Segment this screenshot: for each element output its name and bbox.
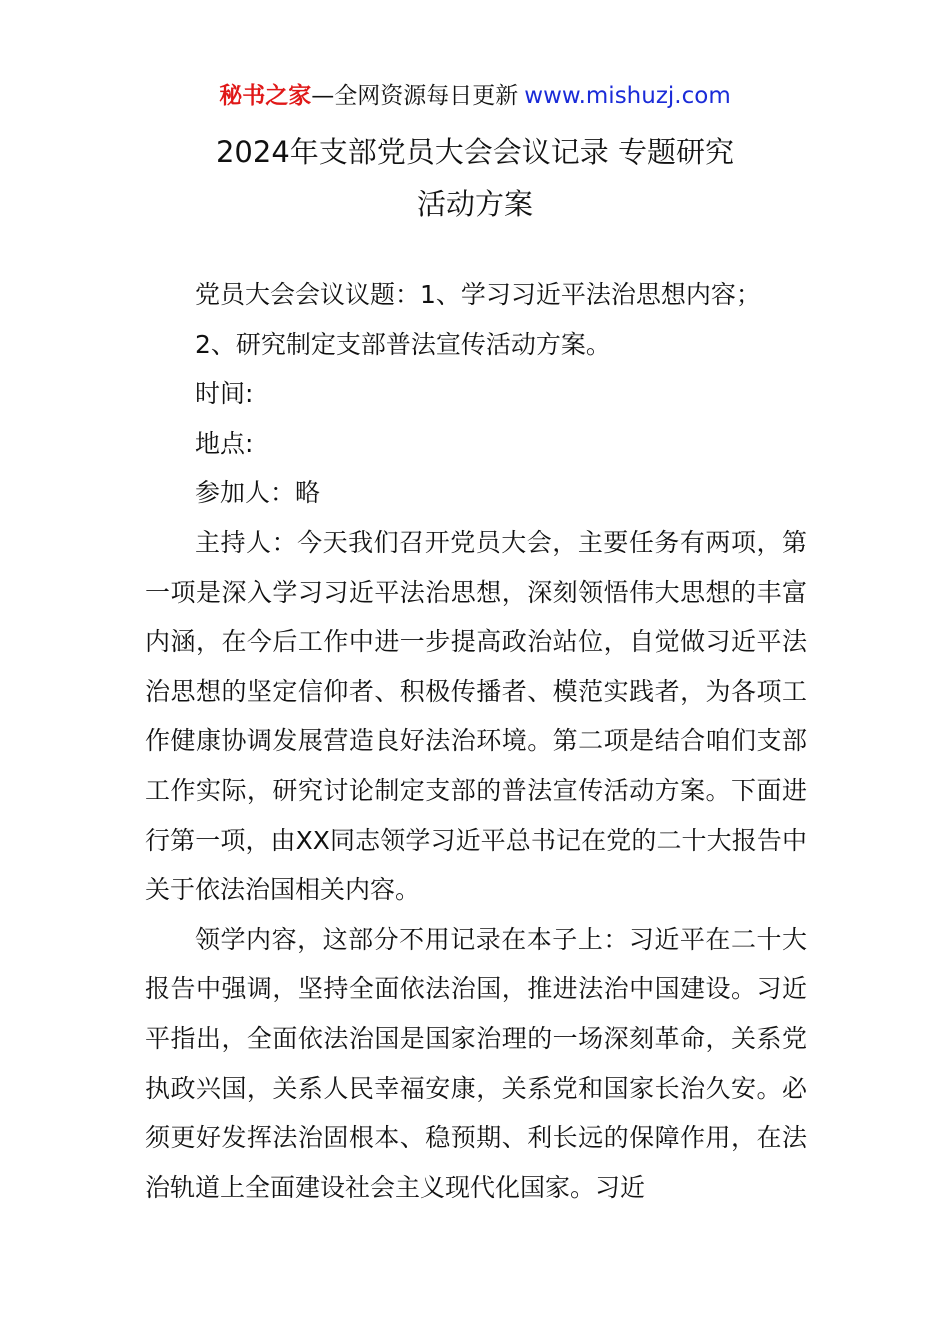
document-title bbox=[0, 126, 950, 230]
title-line-1: 2024年支部党员大会会议记录 专题研究 bbox=[215, 135, 735, 169]
site-header bbox=[0, 80, 950, 112]
document-body bbox=[145, 270, 807, 1212]
title-line-2: 活动方案 bbox=[416, 187, 533, 221]
paragraph-agenda-item-2: 2、研究制定支部普法宣传活动方案。 bbox=[195, 329, 611, 359]
paragraph-host-remarks: 主持人：今天我们召开党员大会，主要任务有两项，第一项是深入学习习近平法治思想，深刻领悟伟大思想的丰富内涵，在今后工作中进一步提高政治站位，自觉做习近平法治思想的坚定信仰者、积极传播者、模范实践者，为各项工作健康协调发展营造良好法治环境。第二项是结合咱们支部工作实际，研究讨论制定支部的普法宣传活动方案。下面进行第一项，由XX同志领学习近平总书记在党的二十大报告中关于依法治国相关内容。 bbox=[145, 527, 807, 905]
site-brand: 秘书之家 bbox=[219, 83, 312, 109]
paragraph-study-content: 领学内容，这部分不用记录在本子上：习近平在二十大报告中强调，坚持全面依法治国，推进法治中国建设。习近平指出，全面依法治国是国家治理的一场深刻革命，关系党执政兴国，关系人民幸福安康，关系党和国家长治久安。必须更好发挥法治固根本、稳预期、利长远的保障作用，在法治轨道上全面建设社会主义现代化国家。习近 bbox=[145, 924, 807, 1202]
site-url-link[interactable]: www.mishuzj.com bbox=[524, 83, 731, 109]
paragraph-location: 地点: bbox=[195, 428, 254, 458]
paragraph-time: 时间: bbox=[195, 379, 254, 409]
paragraph-attendees: 参加人：略 bbox=[195, 478, 321, 508]
site-tagline: —全网资源每日更新 bbox=[311, 83, 519, 109]
paragraph-agenda: 党员大会会议议题：1、学习习近平法治思想内容； bbox=[195, 280, 761, 309]
